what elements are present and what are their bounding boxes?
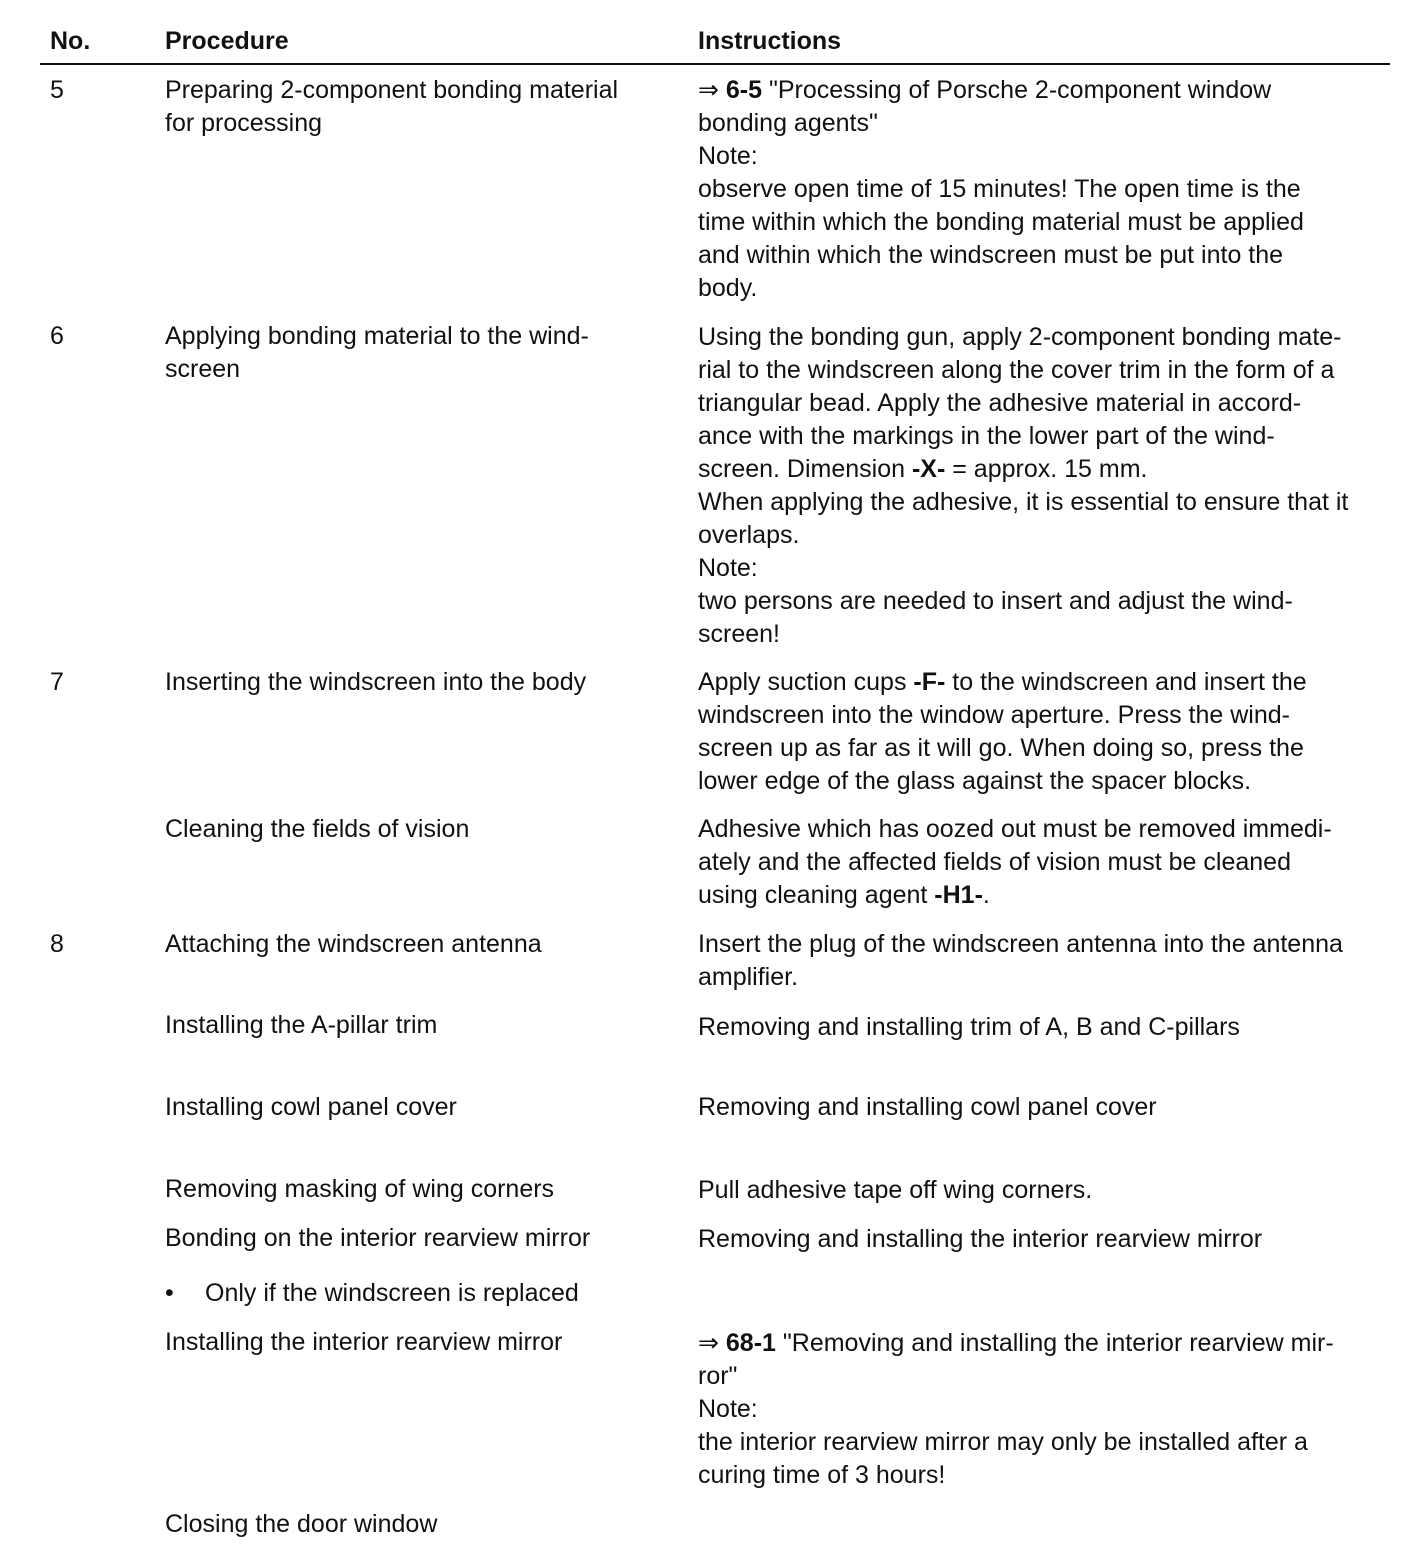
procedure-cell [165,1009,665,1042]
header-instructions: Instructions [698,27,842,55]
step-number: 8 [50,930,64,958]
instruction-line: Removing and installing trim of A, B and C-pillars [698,1013,1240,1041]
instructions-cell [698,74,1398,305]
note-label: Note: [698,1395,758,1423]
instruction-text: . [982,881,990,909]
section-reference: 68-1 [725,1329,776,1357]
instruction-line: Pull adhesive tape off wing corners. [698,1176,1093,1204]
instruction-line: ance with the markings in the lower part of the wind- [698,422,1275,450]
agent-label: -H1- [934,881,983,909]
instructions-cell [698,1174,1398,1207]
instruction-line: Removing and installing cowl panel cover [698,1093,1157,1121]
instruction-line: screen! [698,620,780,648]
instruction-text: Apply suction cups [698,668,914,696]
instruction-line: triangular bead. Apply the adhesive material in accord- [698,389,1302,417]
procedure-line: Installing cowl panel cover [165,1093,457,1121]
instruction-line: overlaps. [698,521,800,549]
instructions-cell [698,813,1398,912]
instruction-line: time within which the bonding material must be applied [698,208,1304,236]
arrow-icon: ⇒ [698,76,719,104]
step-number: 6 [50,322,64,350]
instruction-text: to the windscreen and insert the [945,668,1307,696]
instruction-line: two persons are needed to insert and adjust the wind- [698,587,1293,615]
instruction-line [698,453,1398,486]
procedure-cell [165,813,665,846]
procedure-line: Closing the door window [165,1510,438,1538]
header-no: No. [50,27,91,55]
instruction-line: Insert the plug of the windscreen antenna into the antenna [698,930,1343,958]
procedure-bullet-item [165,1277,665,1310]
instructions-cell [698,928,1398,994]
instruction-line: observe open time of 15 minutes! The open time is the [698,175,1301,203]
instruction-line: windscreen into the window aperture. Press the wind- [698,701,1290,729]
procedure-line: Installing the interior rearview mirror [165,1328,563,1356]
instruction-line: body. [698,274,758,302]
instructions-cell [698,321,1398,651]
bullet-icon: • [165,1279,174,1307]
header-rule [40,63,1390,65]
procedure-line: Preparing 2-component bonding material [165,76,619,104]
section-reference: 6-5 [725,76,763,104]
arrow-icon: ⇒ [698,1329,719,1357]
instruction-line: When applying the adhesive, it is essential to ensure that it [698,488,1349,516]
procedure-line: Attaching the windscreen antenna [165,930,542,958]
instruction-line: screen up as far as it will go. When doing so, press the [698,734,1304,762]
instruction-line: rial to the windscreen along the cover trim in the form of a [698,356,1335,384]
procedure-cell [165,1508,665,1541]
procedure-line: Removing masking of wing corners [165,1175,555,1203]
instruction-line: Using the bonding gun, apply 2-component bonding mate- [698,323,1342,351]
instruction-line: bonding agents" [698,109,878,137]
instruction-line: Adhesive which has oozed out must be removed immedi- [698,815,1332,843]
instruction-text: = approx. 15 mm. [945,455,1148,483]
procedure-cell [165,1173,665,1206]
note-label: Note: [698,142,758,170]
step-number: 7 [50,668,64,696]
header-procedure: Procedure [165,27,289,55]
procedure-line: for processing [165,109,323,137]
instruction-text: "Removing and installing the interior rearview mir- [775,1329,1334,1357]
instruction-line: the interior rearview mirror may only be installed after a [698,1428,1308,1456]
procedure-cell [165,74,665,140]
instruction-line [698,879,1398,912]
procedure-line: screen [165,355,241,383]
note-label: Note: [698,554,758,582]
instruction-line: lower edge of the glass against the spacer blocks. [698,767,1252,795]
procedure-cell [165,928,665,961]
instruction-line: Removing and installing the interior rearview mirror [698,1225,1263,1253]
instructions-cell [698,1091,1398,1124]
instruction-line: amplifier. [698,963,799,991]
instruction-line: ately and the affected fields of vision must be cleaned [698,848,1291,876]
instruction-line [698,666,1398,699]
instruction-line: curing time of 3 hours! [698,1461,946,1489]
instructions-cell [698,666,1398,798]
step-number: 5 [50,76,64,104]
procedure-cell [165,1091,665,1124]
instruction-line [698,1327,1398,1360]
procedure-line: Installing the A-pillar trim [165,1011,438,1039]
procedure-cell [165,666,665,699]
instructions-cell [698,1223,1398,1256]
instruction-line [698,74,1398,107]
instruction-line: and within which the windscreen must be put into the [698,241,1284,269]
dimension-label: -X- [911,455,946,483]
instruction-text: using cleaning agent [698,881,935,909]
procedure-line: Inserting the windscreen into the body [165,668,587,696]
part-label: -F- [913,668,946,696]
procedure-cell [165,1222,665,1255]
procedure-cell [165,320,665,386]
procedure-cell [165,1326,665,1359]
procedure-line: Only if the windscreen is replaced [205,1279,579,1307]
procedure-line: Cleaning the fields of vision [165,815,470,843]
instructions-cell [698,1011,1398,1044]
procedure-line: Bonding on the interior rearview mirror [165,1224,591,1252]
procedure-line: Applying bonding material to the wind- [165,322,589,350]
instruction-text: screen. Dimension [698,455,912,483]
instruction-text: "Processing of Porsche 2-component window [762,76,1272,104]
instructions-cell [698,1327,1398,1492]
instruction-line: ror" [698,1362,738,1390]
